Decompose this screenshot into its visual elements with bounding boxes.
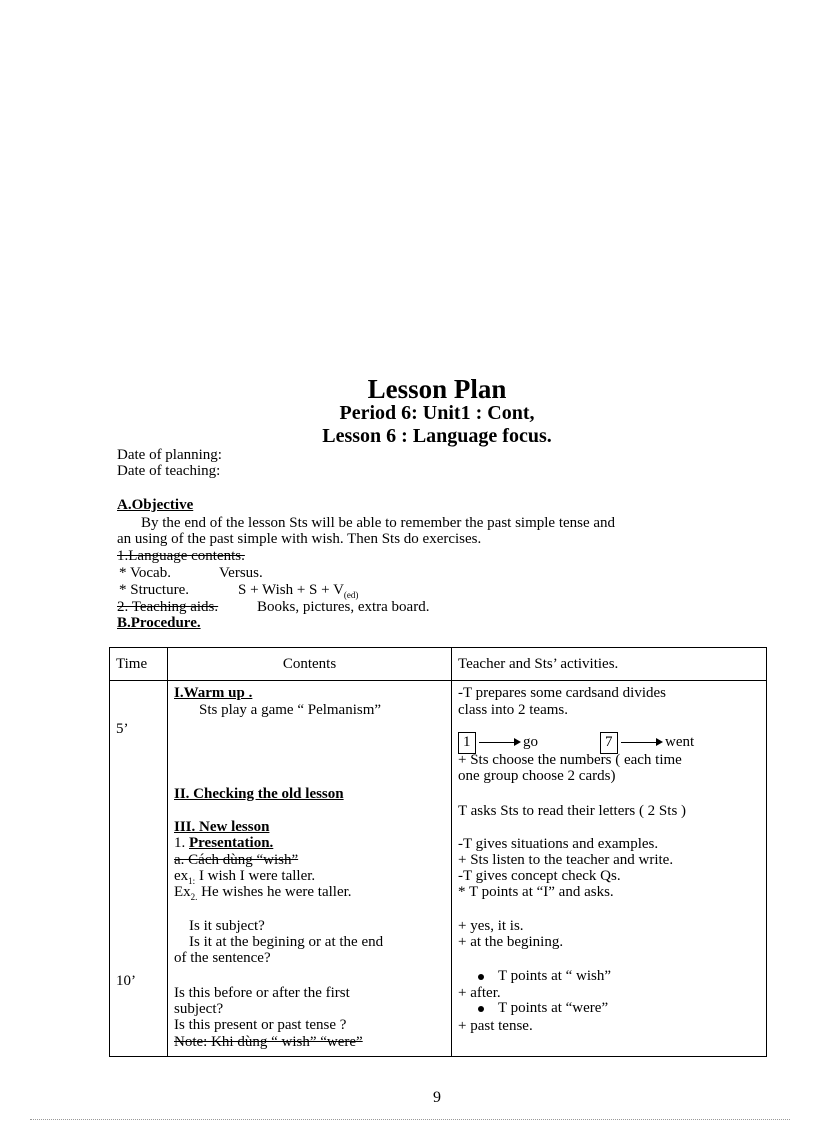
checking-heading: II. Checking the old lesson <box>174 786 344 802</box>
card-1-word: go <box>523 734 538 750</box>
teaching-aids-value: Books, pictures, extra board. <box>257 599 430 615</box>
language-contents-heading: 1.Language contents. <box>117 548 245 564</box>
activity-10 <box>478 968 611 984</box>
time-cell <box>110 681 168 1057</box>
activity-13: + past tense. <box>458 1018 533 1034</box>
activity-6: -T gives concept check Qs. <box>458 868 621 884</box>
activity-4: -T gives situations and examples. <box>458 836 659 852</box>
objective-heading: A.Objective <box>117 497 194 513</box>
card-2-number: 7 <box>600 732 618 754</box>
time-10: 10’ <box>116 973 136 989</box>
activity-5: + Sts listen to the teacher and write. <box>458 852 674 868</box>
objective-line-1: By the end of the lesson Sts will be able to remember the past simple tense and <box>141 515 616 531</box>
objective-line-2: an using of the past simple with wish. Then Sts do exercises. <box>117 531 482 547</box>
vocab-value: Versus. <box>219 565 263 581</box>
presentation-heading: Presentation. <box>189 835 274 851</box>
question-2: Is it at the begining or at the end <box>189 934 384 950</box>
question-3-cont: subject? <box>174 1001 224 1017</box>
card-pair-2 <box>600 732 694 754</box>
ex2-label: Ex <box>174 884 191 900</box>
lesson-heading: Lesson 6 : Language focus. <box>322 425 552 447</box>
activity-12 <box>478 1000 608 1016</box>
presentation-line <box>174 835 273 851</box>
ex1-sub: 1: <box>188 876 196 886</box>
contents-cell <box>168 681 452 1057</box>
note-line: Note: Khi dùng “ wish” “were” <box>174 1034 363 1050</box>
ex2-text: He wishes he were taller. <box>201 884 352 900</box>
ex1-text: I wish I were taller. <box>198 868 316 884</box>
header-activities: Teacher and Sts’ activities. <box>452 648 767 681</box>
period-heading: Period 6: Unit1 : Cont, <box>339 402 535 424</box>
structure-label: * Structure. <box>119 582 189 598</box>
activity-12-text: T points at “were” <box>498 1000 609 1016</box>
usage-wish: a. Cách dùng “wish” <box>174 852 299 868</box>
activity-1-cont: class into 2 teams. <box>458 702 568 718</box>
table-header-row <box>110 648 767 681</box>
activity-7: * T points at “I” and asks. <box>458 884 614 900</box>
ex2-sub: 2. <box>190 892 198 902</box>
example-2 <box>174 884 352 905</box>
date-of-teaching: Date of teaching: <box>117 463 221 479</box>
page-title: Lesson Plan <box>367 374 507 404</box>
activity-1: -T prepares some cardsand divides <box>458 685 666 701</box>
activity-2: + Sts choose the numbers ( each time <box>458 752 682 768</box>
activity-10-text: T points at “ wish” <box>498 968 612 984</box>
procedure-heading: B.Procedure. <box>117 615 201 631</box>
header-time: Time <box>110 648 168 681</box>
arrow-right-icon <box>621 742 661 743</box>
warmup-heading: I.Warm up . <box>174 685 253 701</box>
vocab-label: * Vocab. <box>119 565 171 581</box>
question-2-cont: of the sentence? <box>174 950 271 966</box>
table-body-row <box>110 681 767 1057</box>
arrow-right-icon <box>479 742 519 743</box>
page-bottom-rule <box>30 1119 790 1120</box>
structure-value: S + Wish + S + V <box>238 582 344 598</box>
card-1-number: 1 <box>458 732 476 754</box>
activity-8: + yes, it is. <box>458 918 524 934</box>
warmup-text: Sts play a game “ Pelmanism” <box>199 702 382 718</box>
activity-11: + after. <box>458 985 501 1001</box>
new-lesson-heading: III. New lesson <box>174 819 270 835</box>
structure-subscript: (ed) <box>343 590 359 600</box>
card-2-word: went <box>665 734 695 750</box>
header-contents: Contents <box>168 648 452 681</box>
question-4: Is this present or past tense ? <box>174 1017 347 1033</box>
presentation-number: 1. <box>174 835 186 851</box>
procedure-table <box>109 647 767 1057</box>
ex1-label: ex <box>174 868 189 884</box>
time-5: 5’ <box>116 721 129 737</box>
question-1: Is it subject? <box>189 918 265 934</box>
bullet-icon <box>478 1006 484 1012</box>
bullet-icon <box>478 974 484 980</box>
card-pair-1 <box>458 732 538 754</box>
page-number: 9 <box>433 1089 441 1106</box>
activities-cell <box>452 681 767 1057</box>
date-of-planning: Date of planning: <box>117 447 222 463</box>
activity-3: T asks Sts to read their letters ( 2 Sts ) <box>458 803 687 819</box>
question-3: Is this before or after the first <box>174 985 350 1001</box>
teaching-aids-heading: 2. Teaching aids. <box>117 599 219 615</box>
activity-2-cont: one group choose 2 cards) <box>458 768 616 784</box>
activity-9: + at the begining. <box>458 934 564 950</box>
